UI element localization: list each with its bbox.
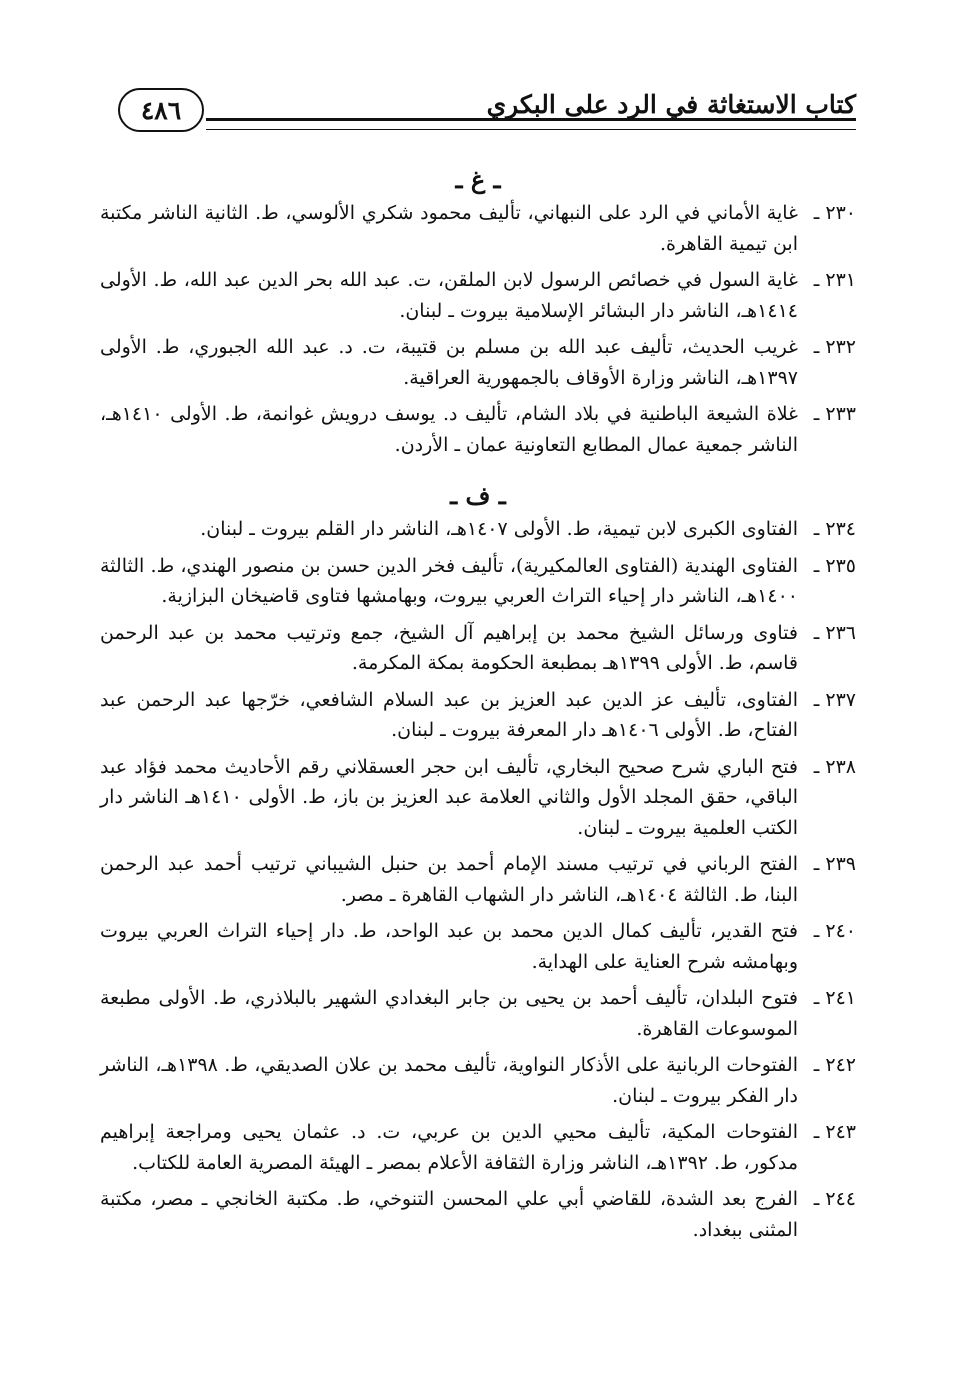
bibliography-entry <box>100 399 856 460</box>
section-heading-ghain: ـ غ ـ <box>455 165 501 194</box>
page-header <box>100 88 856 152</box>
bibliography-entry <box>100 265 856 326</box>
entry-text: الفتوحات المكية، تأليف محيي الدين بن عربي، ت. د. عثمان يحيى ومراجعة إبراهيم مدكور، ط. ١٣٩٢هـ، الناشر وزارة الثقافة الأعلام بمصر ـ الهيئة المصرية العامة للكتاب. <box>100 1121 798 1174</box>
bibliography-entry <box>100 514 856 545</box>
bibliography-entry <box>100 983 856 1044</box>
entry-number: ٢٤٣ ـ <box>813 1121 856 1143</box>
entry-number: ٢٣٠ ـ <box>813 202 856 224</box>
bibliography-entry <box>100 849 856 910</box>
entry-number: ٢٣٨ ـ <box>813 755 856 778</box>
bibliography-entry <box>100 685 856 746</box>
entry-number: ٢٤٤ ـ <box>813 1188 856 1210</box>
entry-text: غاية السول في خصائص الرسول لابن الملقن، ت. عبد الله بحر الدين عبد الله، ط. الأولى ١٤١٤هـ، الناشر دار البشائر الإسلامية بيروت ـ لبنان. <box>100 269 798 322</box>
bibliography-entry <box>100 332 856 393</box>
entry-number: ٢٣٢ ـ <box>813 336 856 358</box>
bibliography-entry <box>100 752 856 844</box>
entry-number: ٢٣٥ ـ <box>813 554 856 577</box>
bibliography-entry <box>100 916 856 977</box>
entry-number: ٢٣٤ ـ <box>813 518 856 540</box>
entry-number: ٢٤١ ـ <box>813 987 856 1009</box>
entry-text: غلاة الشيعة الباطنية في بلاد الشام، تأليف د. يوسف درويش غوانمة، ط. الأولى ١٤١٠هـ، الناشر جمعية عمال المطابع التعاونية عمان ـ الأردن. <box>100 403 798 456</box>
entry-text: فتوح البلدان، تأليف أحمد بن يحيى بن جابر البغدادي الشهير بالبلاذري، ط. الأولى مطبعة الموسوعات القاهرة. <box>100 987 798 1040</box>
bibliography-entry <box>100 198 856 259</box>
entry-number: ٢٣٧ ـ <box>813 688 856 711</box>
entry-number: ٢٤٢ ـ <box>813 1054 856 1076</box>
entry-text: الفتاوى، تأليف عز الدين عبد العزيز بن عبد السلام الشافعي، خرّجها عبد الرحمن عبد الفتاح، ط. الأولى ١٤٠٦هـ دار المعرفة بيروت ـ لبنان. <box>100 688 798 741</box>
header-rule <box>206 118 856 130</box>
entry-text: الفرج بعد الشدة، للقاضي أبي علي المحسن التنوخي، ط. مكتبة الخانجي ـ مصر، مكتبة المثنى ببغداد. <box>100 1188 798 1241</box>
entry-text: فتاوى ورسائل الشيخ محمد بن إبراهيم آل الشيخ، جمع وترتيب محمد بن عبد الرحمن قاسم، ط. الأولى ١٣٩٩هـ بمطبعة الحكومة بمكة المكرمة. <box>100 621 798 674</box>
entry-number: ٢٣٦ ـ <box>813 621 856 644</box>
bibliography-entry <box>100 1117 856 1178</box>
bibliography-entry <box>100 618 856 679</box>
bibliography-entry <box>100 551 856 612</box>
entry-text: الفتح الرباني في ترتيب مسند الإمام أحمد بن حنبل الشيباني ترتيب أحمد عبد الرحمن البنا، ط. الثالثة ١٤٠٤هـ، الناشر دار الشهاب القاهرة ـ مصر. <box>100 853 798 906</box>
entry-text: فتح الباري شرح صحيح البخاري، تأليف ابن حجر العسقلاني رقم الأحاديث محمد فؤاد عبد الباقي، حقق المجلد الأول والثاني العلامة عبد العزيز بن باز، ط. الأولى ١٤١٠هـ الناشر دار الكتب العلمية بيروت ـ لبنان. <box>100 755 799 839</box>
entry-text: فتح القدير، تأليف كمال الدين محمد بن عبد الواحد، ط. دار إحياء التراث العربي بيروت وبهامشه شرح العناية على الهداية. <box>100 920 798 973</box>
section-heading-fa: ـ ف ـ <box>450 481 506 510</box>
entry-text: غاية الأماني في الرد على النبهاني، تأليف محمود شكري الألوسي، ط. الثانية الناشر مكتبة ابن تيمية القاهرة. <box>100 202 798 255</box>
bibliography-entry <box>100 1050 856 1111</box>
bibliography-body <box>100 162 856 1245</box>
page-number: ٤٨٦ <box>118 88 204 132</box>
running-title: كتاب الاستغاثة في الرد على البكري <box>486 90 856 119</box>
entry-text: الفتاوى الهندية (الفتاوى العالمكيرية)، تأليف فخر الدين حسن بن منصور الهندي، ط. الثالثة ١٤٠٠هـ، الناشر دار إحياء التراث العربي بيروت، وبهامشها فتاوى قاضيخان البزازية. <box>100 554 798 607</box>
entry-text: الفتاوى الكبرى لابن تيمية، ط. الأولى ١٤٠٧هـ، الناشر دار القلم بيروت ـ لبنان. <box>200 518 798 540</box>
entry-number: ٢٣٣ ـ <box>813 403 856 425</box>
entry-text: غريب الحديث، تأليف عبد الله بن مسلم بن قتيبة، ت. د. عبد الله الجبوري، ط. الأولى ١٣٩٧هـ، الناشر وزارة الأوقاف بالجمهورية العراقية. <box>100 336 798 389</box>
entry-number: ٢٤٠ ـ <box>813 920 856 942</box>
entry-text: الفتوحات الربانية على الأذكار النواوية، تأليف محمد بن علان الصديقي، ط. ١٣٩٨هـ، الناشر دار الفكر بيروت ـ لبنان. <box>100 1054 798 1107</box>
bibliography-entry <box>100 1184 856 1245</box>
entry-number: ٢٣٩ ـ <box>813 853 856 875</box>
entry-number: ٢٣١ ـ <box>813 269 856 291</box>
